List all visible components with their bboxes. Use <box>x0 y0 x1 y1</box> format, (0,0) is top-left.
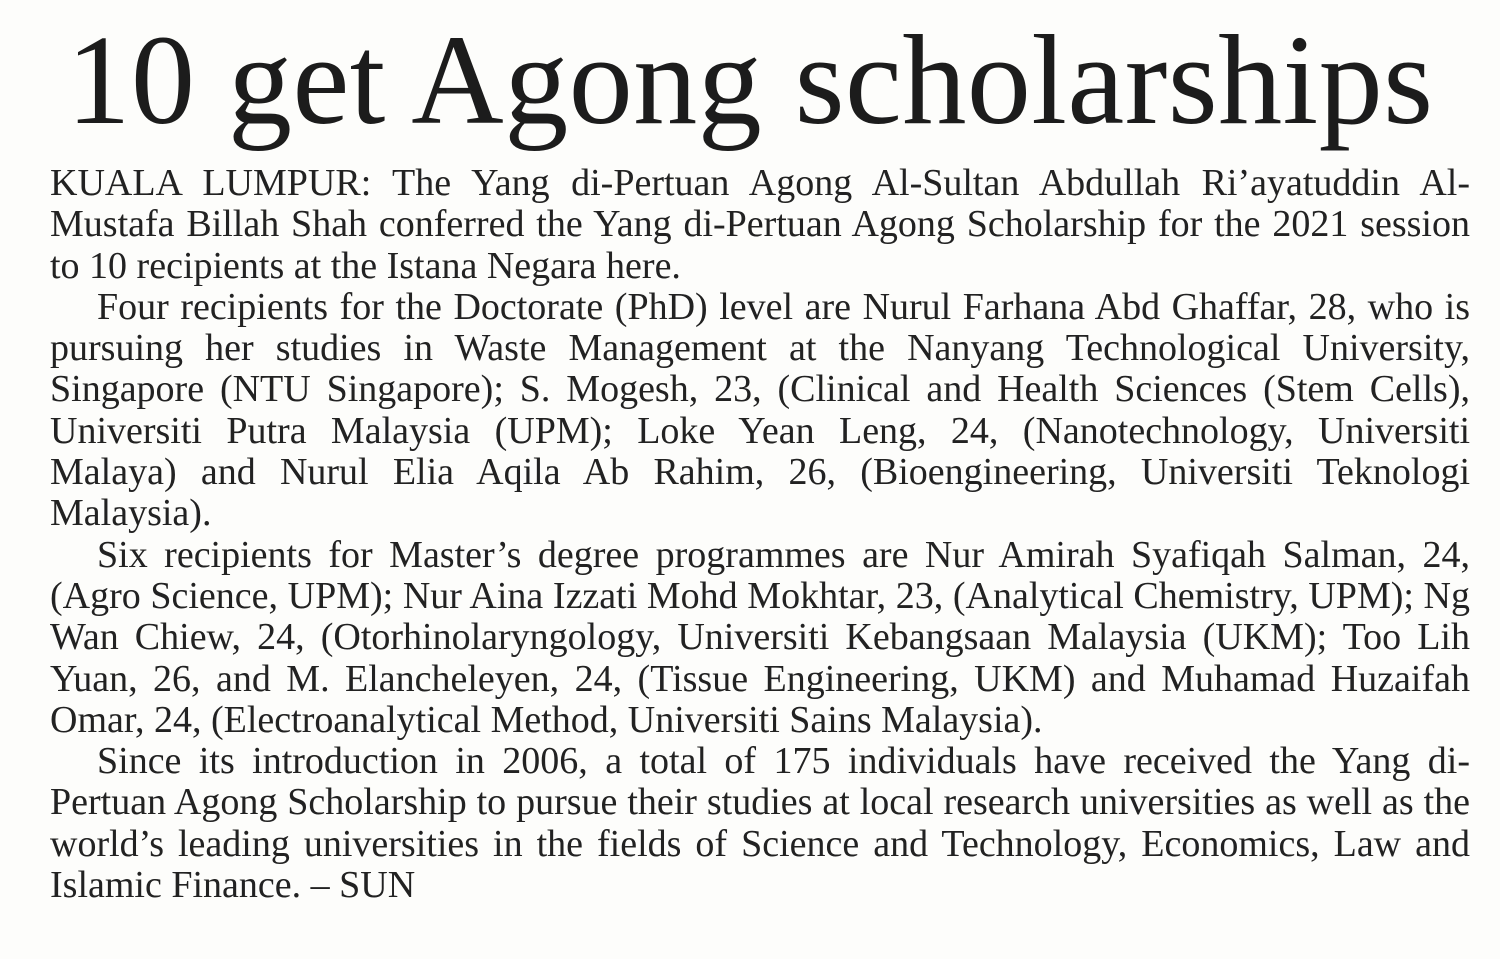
paragraph-masters-recipients: Six recipients for Master’s degree programmes are Nur Amirah Syafiqah Salman, 24, (Agro Science, UPM); Nur Aina Izzati Mohd Mokhtar, 23, (Analytical Chemistry, UPM); Ng Wan Chiew, 24, (Otorhinolaryngology, Universiti Kebangsaan Malaysia (UKM); Too Lih Yuan, 26, and M. Elancheleyen, 24, (Tissue Engineering, UKM) and Muhamad Huzaifah Omar, 24, (Electroanalytical Method, Universiti Sains Malaysia). <box>50 533 1470 741</box>
paragraph-lead <box>50 163 1470 287</box>
dateline: KUALA LUMPUR: <box>50 162 372 204</box>
article-body <box>50 163 1470 906</box>
paragraph-phd-recipients: Four recipients for the Doctorate (PhD) level are Nurul Farhana Abd Ghaffar, 28, who is pursuing her studies in Waste Management at the Nanyang Technological University, Singapore (NTU Singapore); S. Mogesh, 23, (Clinical and Health Sciences (Stem Cells), Universiti Putra Malaysia (UPM); Loke Yean Leng, 24, (Nanotechnology, Universiti Malaya) and Nurul Elia Aqila Ab Rahim, 26, (Bioengineering, Universiti Teknologi Malaysia). <box>50 285 1470 535</box>
lead-text: The Yang di-Pertuan Agong Al-Sultan Abdullah Ri’ayatuddin Al-Mustafa Billah Shah conferred the Yang di-Pertuan Agong Scholarship for the 2021 session to 10 recipients at the Istana Negara here. <box>50 162 1470 287</box>
headline: 10 get Agong scholarships <box>66 9 1434 151</box>
paragraph-history: Since its introduction in 2006, a total of 175 individuals have received the Yang di-Pertuan Agong Scholarship to pursue their studies at local research universities as well as the world’s leading universities in the fields of Science and Technology, Economics, Law and Islamic Finance. – SUN <box>50 740 1470 907</box>
